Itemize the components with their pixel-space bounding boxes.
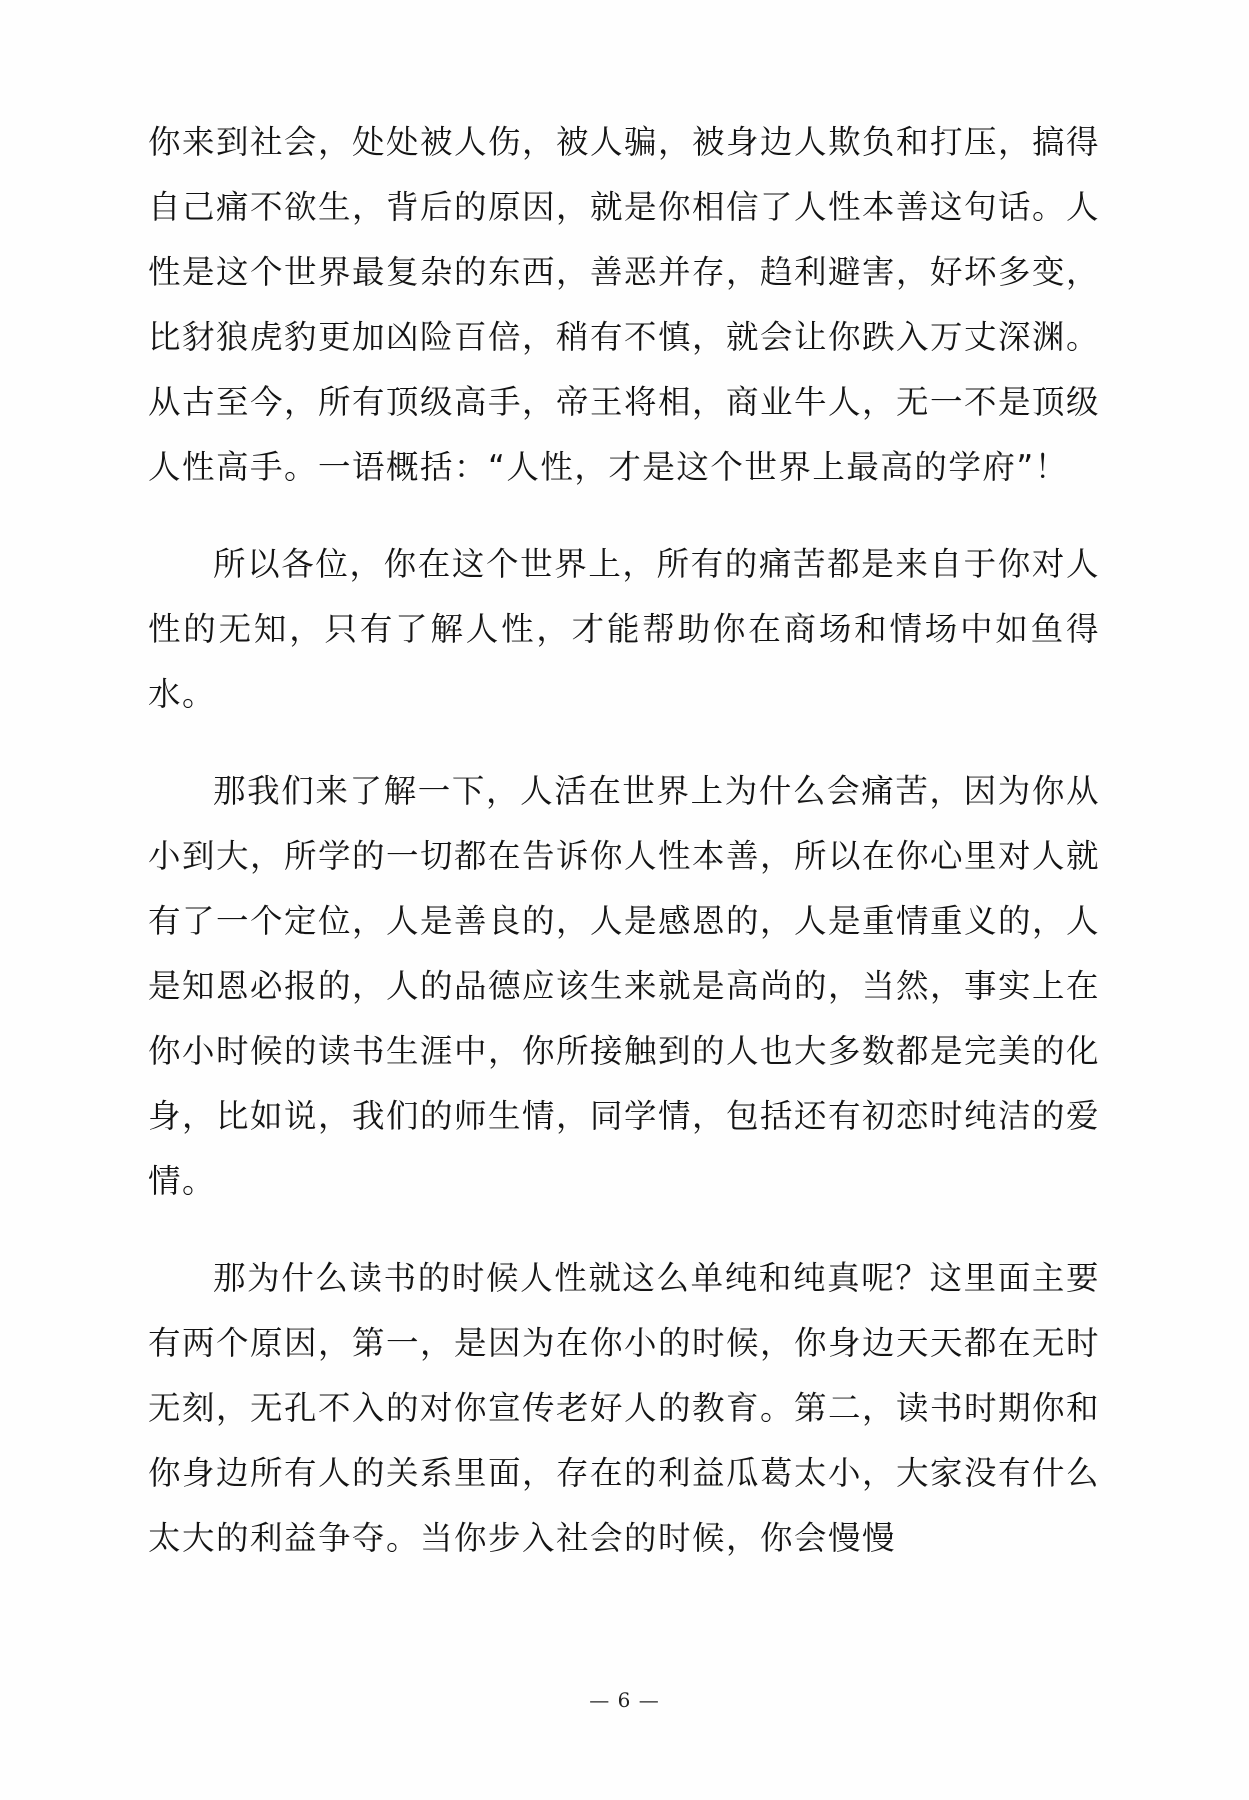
body-text xyxy=(148,110,1100,1571)
paragraph-4: 那为什么读书的时候人性就这么单纯和纯真呢？这里面主要有两个原因，第一，是因为在你小的时候，你身边天天都在无时无刻，无孔不入的对你宣传老好人的教育。第二，读书时期你和你身边所有人的关系里面，存在的利益瓜葛太小，大家没有什么太大的利益争夺。当你步入社会的时候，你会慢慢 xyxy=(148,1259,1101,1557)
paragraph-2: 所以各位，你在这个世界上，所有的痛苦都是来自于你对人性的无知，只有了解人性，才能帮助你在商场和情场中如鱼得水。 xyxy=(148,545,1100,713)
paragraph-1: 你来到社会，处处被人伤，被人骗，被身边人欺负和打压，搞得自己痛不欲生，背后的原因，就是你相信了人性本善这句话。人性是这个世界最复杂的东西，善恶并存，趋利避害，好坏多变，比豺狼虎豹更加凶险百倍，稍有不慎，就会让你跌入万丈深渊。从古至今，所有顶级高手，帝王将相，商业牛人，无一不是顶级人性高手。一语概括：“人性，才是这个世界上最高的学府”！ xyxy=(148,123,1101,486)
paragraph-3: 那我们来了解一下，人活在世界上为什么会痛苦，因为你从小到大，所学的一切都在告诉你人性本善，所以在你心里对人就有了一个定位，人是善良的，人是感恩的，人是重情重义的，人是知恩必报的，人的品德应该生来就是高尚的，当然，事实上在你小时候的读书生涯中，你所接触到的人也大多数都是完美的化身，比如说，我们的师生情，同学情，包括还有初恋时纯洁的爱情。 xyxy=(148,772,1101,1200)
page-number: — 6 — xyxy=(589,1688,660,1712)
